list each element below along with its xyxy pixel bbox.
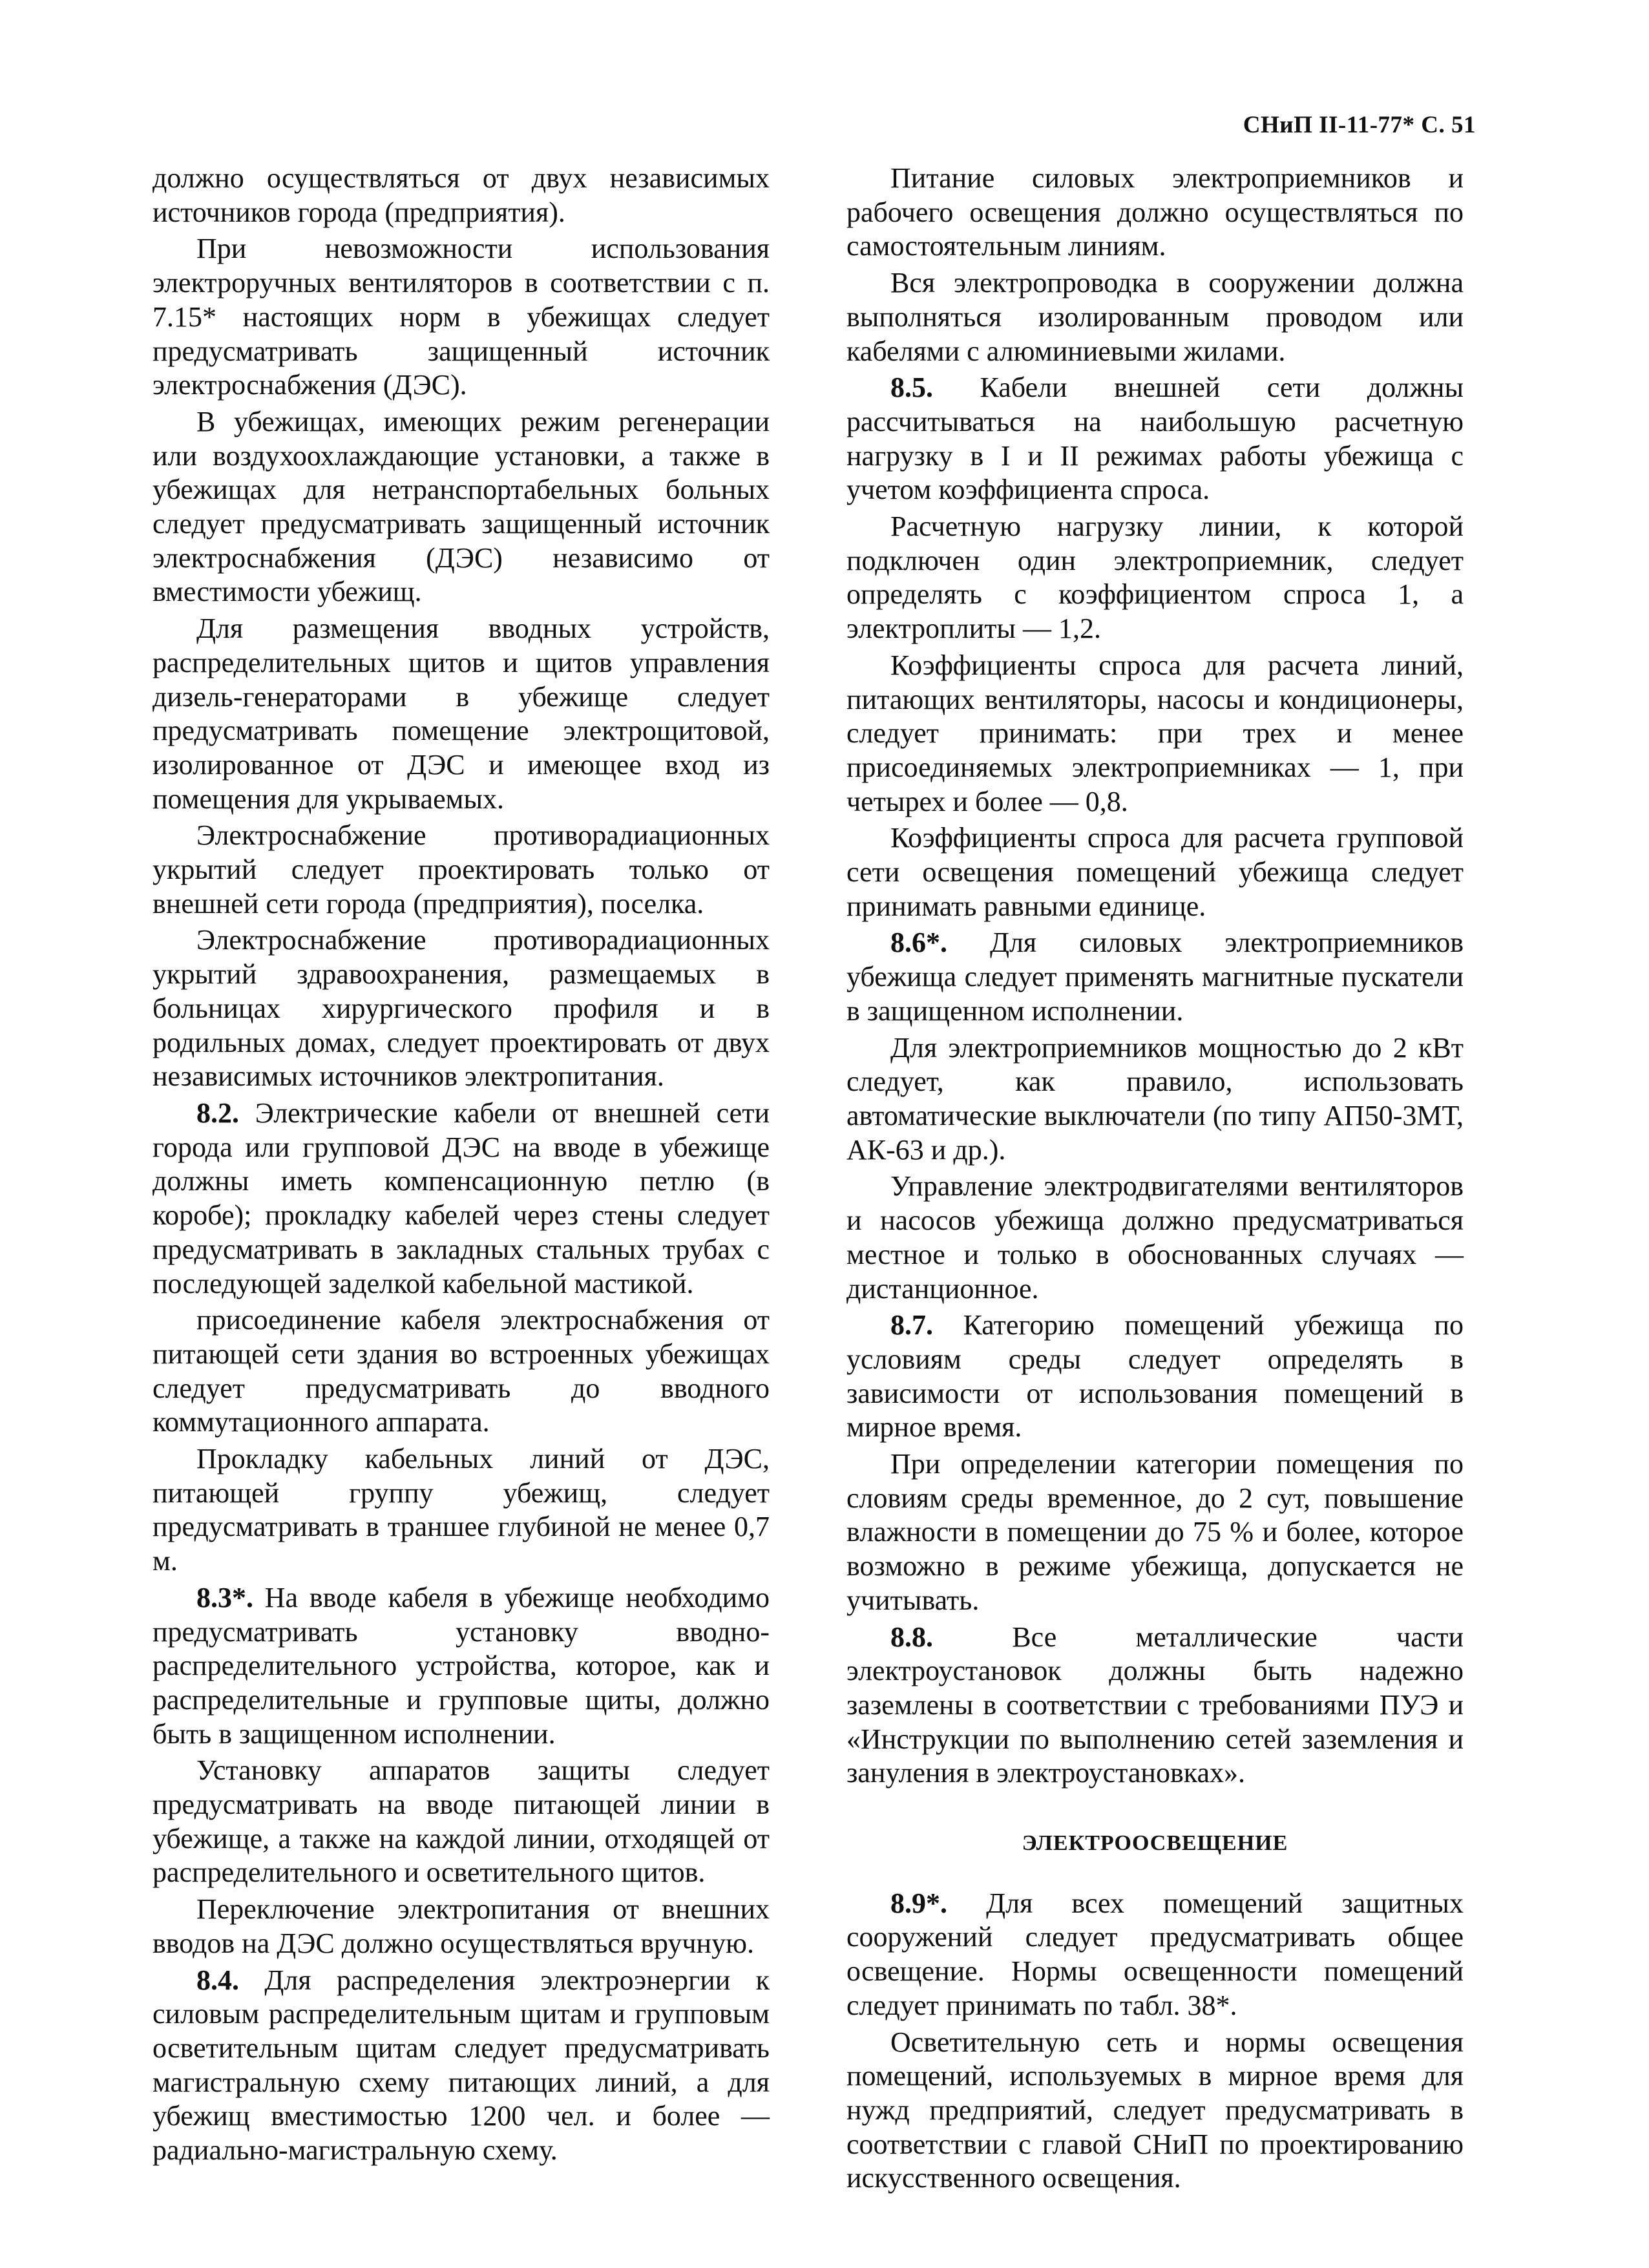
clause-number: 8.9*. [890, 1887, 947, 1919]
paragraph [152, 232, 770, 403]
paragraph-text: Кабели внешней сети должны рассчитываться на наибольшую расчетную нагрузку в I и II режимах работы убежища с учетом коэффициента спроса. [846, 372, 1464, 506]
running-head: СНиП II-11-77* С. 51 [1243, 112, 1476, 138]
paragraph-text: Осветительную сеть и нормы освещения помещений, используемых в мирное время для нужд предприятий, следует предусматривать в соответствии с главой СНиП по проектированию искусственного освещения. [846, 2026, 1464, 2194]
paragraph [846, 1447, 1464, 1618]
paragraph-text: присоединение кабеля электроснабжения от питающей сети здания во встроенных убежищах следует предусматривать до вводного коммутационного аппарата. [152, 1304, 770, 1438]
paragraph-text: Для размещения вводных устройств, распределительных щитов и щитов управления дизель-генераторами в убежище следует предусматривать помещение электрощитовой, изолированное от ДЭС и имеющее вход из помещения для укрываемых. [152, 613, 770, 815]
paragraph [846, 266, 1464, 368]
clause-number: 8.2. [196, 1097, 239, 1129]
paragraph [846, 510, 1464, 646]
paragraph-text: Электроснабжение противорадиационных укрытий здравоохранения, размещаемых в больницах хирургического профиля и в родильных домах, следует проектировать от двух независимых источников электропитания. [152, 924, 770, 1093]
clause-number: 8.5. [890, 372, 933, 404]
clause-number: 8.8. [890, 1621, 933, 1653]
paragraph-text: В убежищах, имеющих режим регенерации или воздухоохлаждающие установки, а также в убежищах для нетранспортабельных больных следует предусматривать защищенный источник электроснабжения (ДЭС) независимо от вместимости убежищ. [152, 405, 770, 608]
paragraph [846, 649, 1464, 819]
clause-number: 8.7. [890, 1309, 933, 1341]
paragraph [846, 2026, 1464, 2196]
left-column [152, 162, 770, 2170]
paragraph [152, 819, 770, 921]
paragraph-text: Установку аппаратов защиты следует предусматривать на вводе питающей линии в убежище, а также на каждой линии, отходящей от распределительного и осветительного щитов. [152, 1754, 770, 1889]
paragraph [846, 1031, 1464, 1168]
paragraph-text: Для распределения электроэнергии к силовым распределительным щитам и групповым осветительным щитам следует предусматривать магистральную схему питающих линий, а для убежищ вместимостью 1200 чел. и более — радиально-магистральную схему. [152, 1964, 770, 2167]
paragraph-text: Коэффициенты спроса для расчета линий, питающих вентиляторы, насосы и кондиционеры, следует принимать: при трех и менее присоединяемых электроприемниках — 1, при четырех и более — 0,8. [846, 649, 1464, 817]
clause-8-4 [152, 1964, 770, 2168]
paragraph [846, 162, 1464, 264]
clause-8-6 [846, 926, 1464, 1028]
paragraph [152, 1442, 770, 1579]
paragraph-text: Категорию помещений убежища по условиям среды следует определять в зависимости от использования помещений в мирное время. [846, 1309, 1464, 1444]
clause-8-7 [846, 1308, 1464, 1445]
paragraph-text: должно осуществляться от двух независимых источников города (предприятия). [152, 162, 770, 228]
paragraph-text: Для всех помещений защитных сооружений следует предусматривать общее освещение. Нормы освещенности помещений следует принимать по табл. 38*. [846, 1887, 1464, 2021]
paragraph-text: Питание силовых электроприемников и рабочего освещения должно осуществляться по самостоятельным линиям. [846, 162, 1464, 262]
clause-number: 8.3*. [196, 1581, 253, 1613]
clause-number: 8.6*. [890, 927, 947, 959]
paragraph-text: Переключение электропитания от внешних вводов на ДЭС должно осуществляться вручную. [152, 1893, 770, 1959]
right-column [846, 162, 1464, 2198]
paragraph-text: На вводе кабеля в убежище необходимо предусматривать установку вводно-распределительного устройства, которое, как и распределительные и групповые щиты, должно быть в защищенном исполнении. [152, 1581, 770, 1750]
paragraph-text: Коэффициенты спроса для расчета групповой сети освещения помещений убежища следует принимать равными единице. [846, 822, 1464, 922]
paragraph-text: При невозможности использования электроручных вентиляторов в соответствии с п. 7.15* настоящих норм в убежищах следует предусматривать защищенный источник электроснабжения (ДЭС). [152, 233, 770, 401]
paragraph-text: Расчетную нагрузку линии, к которой подключен один электроприемник, следует определять с коэффициентом спроса 1, а электроплиты — 1,2. [846, 510, 1464, 645]
paragraph [152, 923, 770, 1094]
paragraph-text: Прокладку кабельных линий от ДЭС, питающей группу убежищ, следует предусматривать в траншее глубиной не менее 0,7 м. [152, 1443, 770, 1577]
paragraph-text: Для электроприемников мощностью до 2 кВт следует, как правило, использовать автоматические выключатели (по типу АП50-3МТ, АК-63 и др.). [846, 1031, 1464, 1166]
paragraph-text: Управление электродвигателями вентиляторов и насосов убежища должно предусматриваться местное и только в обоснованных случаях — дистанционное. [846, 1170, 1464, 1305]
clause-8-3 [152, 1581, 770, 1752]
paragraph-text: Электрические кабели от внешней сети города или групповой ДЭС на вводе в убежище должны иметь компенсационную петлю (в коробе); прокладку кабелей через стены следует предусматривать в закладных стальных трубах с последующей заделкой кабельной мастикой. [152, 1097, 770, 1299]
paragraph [152, 1754, 770, 1890]
section-heading: ЭЛЕКТРООСВЕЩЕНИЕ [1022, 1831, 1288, 1856]
paragraph [152, 1303, 770, 1440]
paragraph-text: Вся электропроводка в сооружении должна выполняться изолированным проводом или кабелями с алюминиевыми жилами. [846, 267, 1464, 367]
paragraph [152, 405, 770, 609]
paragraph-text: Все металлические части электроустановок должны быть надежно заземлены в соответствии с требованиями ПУЭ и «Инструкции по выполнению сетей заземления и зануления в электроустановках». [846, 1621, 1464, 1789]
clause-8-5 [846, 371, 1464, 507]
clause-8-9 [846, 1887, 1464, 2023]
paragraph-text: Для силовых электроприемников убежища следует применять магнитные пускатели в защищенном исполнении. [846, 927, 1464, 1027]
clause-number: 8.4. [196, 1964, 239, 1996]
clause-8-2 [152, 1097, 770, 1301]
clause-8-8 [846, 1621, 1464, 1791]
paragraph [846, 1170, 1464, 1306]
paragraph [152, 162, 770, 229]
paragraph [846, 821, 1464, 923]
paragraph-text: При определении категории помещения по словиям среды временное, до 2 сут, повышение влажности в помещении до 75 % и более, которое возможно в режиме убежища, допускается не учитывать. [846, 1448, 1464, 1616]
paragraph-text: Электроснабжение противорадиационных укрытий следует проектировать только от внешней сети города (предприятия), поселка. [152, 819, 770, 919]
paragraph [152, 612, 770, 816]
paragraph [152, 1893, 770, 1960]
